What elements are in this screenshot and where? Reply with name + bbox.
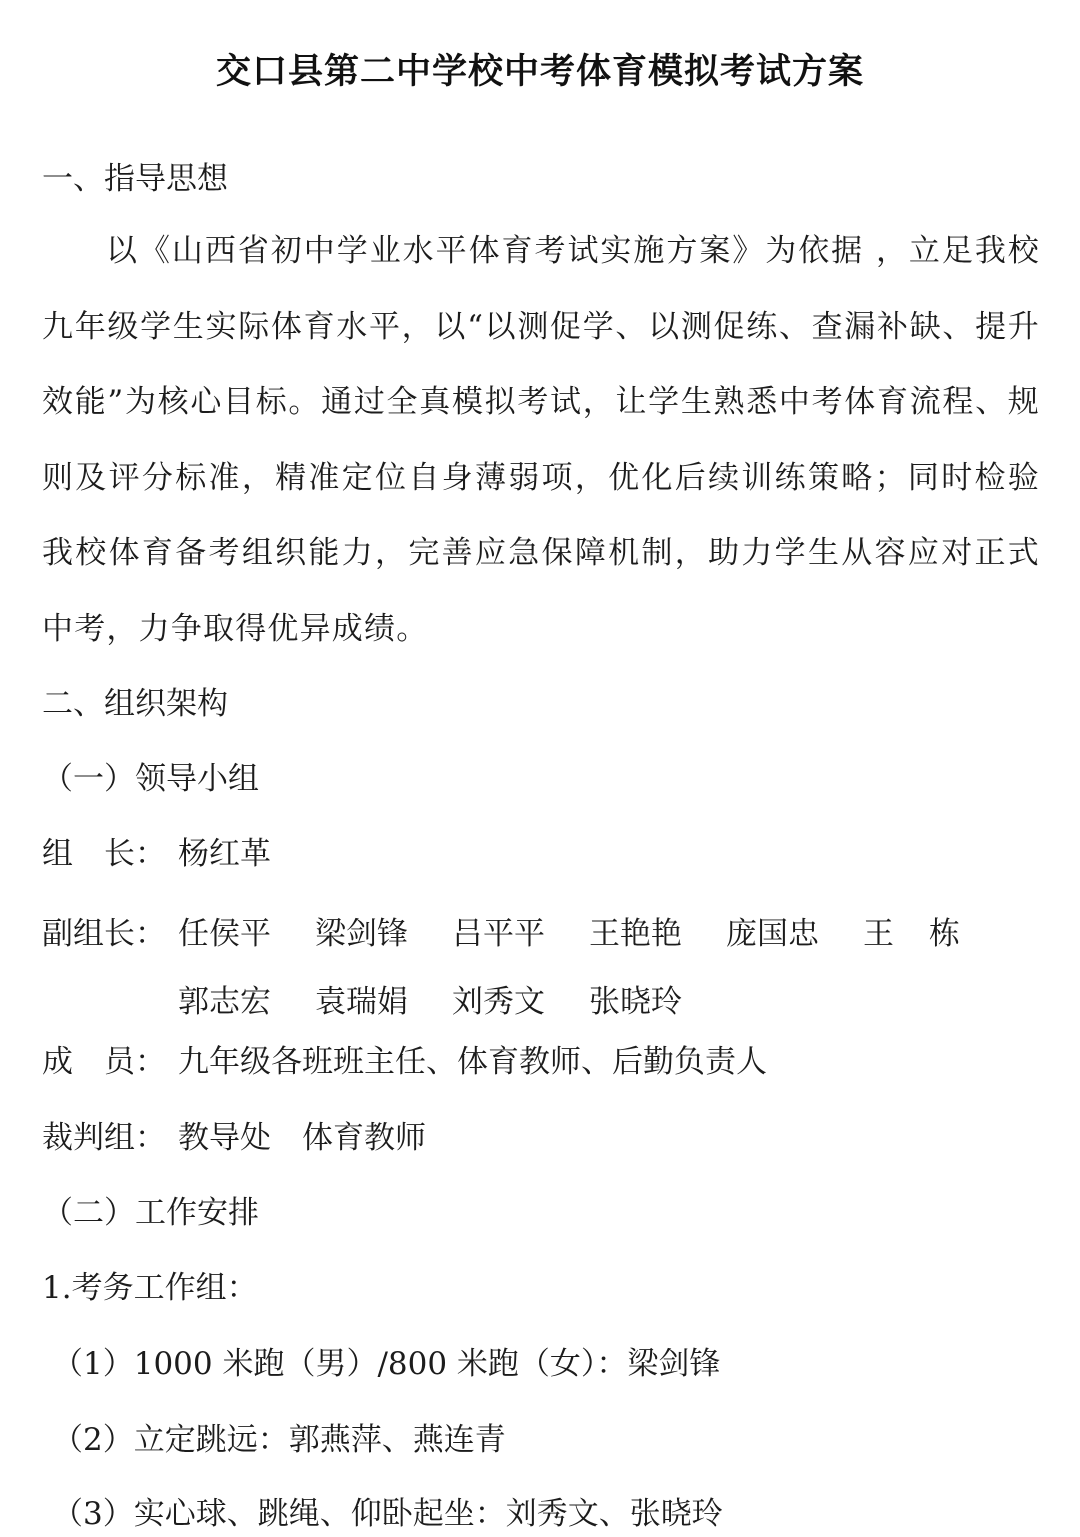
task-item: （1）1000 米跑（男）/800 米跑（女）：梁剑锋 bbox=[52, 1346, 721, 1382]
leader-name: 杨红革 bbox=[178, 836, 271, 872]
subsection-leadership-heading: （一）领导小组 bbox=[42, 761, 259, 797]
members-row bbox=[42, 1042, 767, 1082]
subsection-work-heading: （二）工作安排 bbox=[42, 1195, 259, 1231]
leader-label: 组 长： bbox=[42, 836, 166, 872]
deputy-name: 袁瑞娟 bbox=[315, 984, 408, 1020]
task-item: （3）实心球、跳绳、仰卧起坐：刘秀文、张晓玲 bbox=[52, 1496, 723, 1532]
deputy-row-2 bbox=[42, 982, 726, 1022]
deputy-name: 梁剑锋 bbox=[315, 916, 408, 952]
leader-row bbox=[42, 834, 271, 874]
referees-label: 裁判组： bbox=[42, 1120, 166, 1156]
referees-row bbox=[42, 1118, 426, 1158]
deputy-row-1 bbox=[42, 914, 995, 954]
referees-value: 教导处 体育教师 bbox=[178, 1120, 426, 1156]
deputy-label: 副组长： bbox=[42, 916, 166, 952]
deputy-name: 郭志宏 bbox=[178, 984, 271, 1020]
deputy-name: 张晓玲 bbox=[589, 984, 682, 1020]
section2-heading: 二、组织架构 bbox=[42, 686, 228, 722]
deputy-name: 刘秀文 bbox=[452, 984, 545, 1020]
deputy-name: 庞国忠 bbox=[726, 916, 819, 952]
section1-paragraph: 以《山西省初中学业水平体育考试实施方案》为依据 ，立足我校九年级学生实际体育水平，以“以测促学、以测促练、查漏补缺、提升效能”为核心目标。通过全真模拟考试，让学生熟悉中考体育流程、规则及评分标准，精准定位自身薄弱项，优化后续训练策略；同时检验我校体育备考组织能力，完善应急保障机制，助力学生从容应对正式中考，力争取得优异成绩。 bbox=[42, 233, 1040, 647]
deputy-name: 栋 bbox=[929, 916, 960, 952]
deputy-name: 吕平平 bbox=[452, 916, 545, 952]
task-item: （2）立定跳远：郭燕萍、燕连青 bbox=[52, 1422, 506, 1458]
members-label: 成 员： bbox=[42, 1044, 166, 1080]
deputy-name: 任侯平 bbox=[178, 916, 271, 952]
section1-heading: 一、指导思想 bbox=[42, 161, 228, 197]
exam-affairs-heading: 1.考务工作组： bbox=[42, 1270, 258, 1306]
deputy-name: 王艳艳 bbox=[589, 916, 682, 952]
members-value: 九年级各班班主任、体育教师、后勤负责人 bbox=[178, 1044, 767, 1080]
deputy-name: 王 bbox=[863, 916, 894, 952]
document-title: 交口县第二中学校中考体育模拟考试方案 bbox=[215, 52, 864, 92]
